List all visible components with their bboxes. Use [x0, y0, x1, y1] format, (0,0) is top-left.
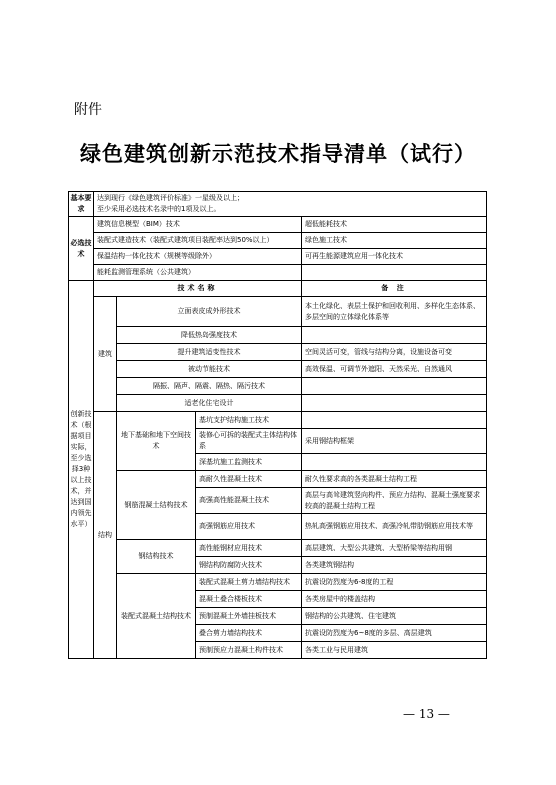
- building-row: [69, 297, 487, 327]
- tech-name-cell: 钢结构防腐防火技术: [196, 557, 302, 574]
- attachment-label: 附件: [74, 102, 102, 118]
- required-tech-cell: 建筑信息模型（BIM）技术: [94, 217, 302, 233]
- required-tech-cell: 保温结构一体化技术（规模等级除外）: [94, 249, 302, 265]
- building-label: 建筑: [94, 297, 117, 412]
- building-row: [69, 395, 487, 412]
- tech-name-cell: 装修心可拆的装配式主体结构体系: [196, 429, 302, 454]
- page-title: 绿色建筑创新示范技术指导清单（试行）: [80, 142, 476, 166]
- structure-group-label: 钢筋混凝土结构技术: [117, 471, 196, 540]
- tech-name-cell: 降低热岛强度技术: [117, 327, 302, 344]
- remark-cell: 热轧高强钢筋应用技术、高强冷轧带肋钢筋应用技术等: [302, 514, 487, 540]
- remark-cell: [302, 395, 487, 412]
- required-tech-row: [69, 233, 487, 249]
- remark-cell: 高层建筑、大型公共建筑、大型桥梁等结构用钢: [302, 540, 487, 557]
- remark-cell: 空间灵活可变，管线与结构分离，设施设备可变: [302, 344, 487, 361]
- tech-name-cell: 深基坑施工监测技术: [196, 454, 302, 471]
- innovation-label: 创新技术（根据项目实际，至少选择3种以上技术，并达到国内领先水平）: [69, 281, 94, 659]
- basic-requirements-row: [69, 192, 487, 217]
- tech-name-cell: 隔振、隔声、隔震、隔热、隔污技术: [117, 378, 302, 395]
- required-tech-cell: 可再生能源建筑应用一体化技术: [302, 249, 487, 265]
- required-tech-row: [69, 217, 487, 233]
- required-tech-cell: 绿色施工技术: [302, 233, 487, 249]
- tech-name-cell: 预制预应力混凝土构件技术: [196, 642, 302, 659]
- tech-name-cell: 被动节能技术: [117, 361, 302, 378]
- building-row: [69, 361, 487, 378]
- innovation-header-row: [69, 281, 487, 297]
- required-tech-cell: 超低能耗技术: [302, 217, 487, 233]
- required-tech-cell: [302, 265, 487, 281]
- required-tech-label: 必选技术: [69, 217, 94, 281]
- basic-requirements-content: [94, 192, 487, 217]
- tech-name-header: 技术名称: [94, 281, 302, 297]
- building-row: [69, 378, 487, 395]
- guidance-table: [68, 191, 487, 659]
- remark-cell: 各类房屋中的楼盖结构: [302, 591, 487, 608]
- remark-cell: [302, 412, 487, 429]
- remark-cell: [302, 378, 487, 395]
- page-number: — 13 —: [403, 707, 450, 721]
- tech-name-cell: 立面表皮成外形技术: [117, 297, 302, 327]
- basic-requirement-line: 达到现行《绿色建筑评价标准》一星级及以上；: [97, 194, 244, 202]
- structure-group-label: 钢结构技术: [117, 540, 196, 574]
- building-row: [69, 344, 487, 361]
- tech-name-cell: 高耐久性混凝土技术: [196, 471, 302, 488]
- remark-cell: 抗震设防烈度为6~8度的多层、高层建筑: [302, 625, 487, 642]
- structure-group-label: 地下基础和地下空间技术: [117, 412, 196, 471]
- remark-cell: 本土化绿化、表层土保护和回收利用、多样化生态体系、多层空间的立体绿化体系等: [302, 297, 487, 327]
- remark-cell: 耐久性要求高的各类混凝土结构工程: [302, 471, 487, 488]
- structure-group-label: 装配式混凝土结构技术: [117, 574, 196, 659]
- tech-name-cell: 适老化住宅设计: [117, 395, 302, 412]
- structure-label: 结构: [94, 412, 117, 659]
- remark-cell: 高层与高耸建筑竖向构件、预应力结构、混凝土强度要求较高的混凝土结构工程: [302, 488, 487, 514]
- remark-cell: 各类建筑钢结构: [302, 557, 487, 574]
- tech-name-cell: 高性能钢材应用技术: [196, 540, 302, 557]
- tech-name-cell: 叠合剪力墙结构技术: [196, 625, 302, 642]
- tech-name-cell: 预制混凝土外墙挂板技术: [196, 608, 302, 625]
- remark-cell: 采用钢结构框架: [302, 429, 487, 454]
- structure-row: [69, 574, 487, 591]
- tech-name-cell: 基坑支护结构施工技术: [196, 412, 302, 429]
- remark-cell: 高效保温、可调节外遮阳、天然采光、自然通风: [302, 361, 487, 378]
- required-tech-cell: 装配式建造技术（装配式建筑项目装配率达到50%以上）: [94, 233, 302, 249]
- tech-name-cell: 高强高性能混凝土技术: [196, 488, 302, 514]
- basic-requirement-line: 至少采用必选技术名录中的1项及以上。: [97, 205, 221, 213]
- tech-name-cell: 装配式混凝土剪力墙结构技术: [196, 574, 302, 591]
- remark-cell: 各类工业与民用建筑: [302, 642, 487, 659]
- required-tech-cell: 能耗监测管理系统（公共建筑）: [94, 265, 302, 281]
- building-row: [69, 327, 487, 344]
- remark-cell: 钢结构的公共建筑、住宅建筑: [302, 608, 487, 625]
- structure-row: [69, 412, 487, 429]
- structure-row: [69, 471, 487, 488]
- tech-name-cell: 混凝土叠合楼板技术: [196, 591, 302, 608]
- basic-requirements-label: 基本要求: [69, 192, 94, 217]
- remark-header: 备 注: [302, 281, 487, 297]
- structure-row: [69, 540, 487, 557]
- remark-cell: 抗震设防烈度为6-8度的工程: [302, 574, 487, 591]
- remark-cell: [302, 327, 487, 344]
- remark-cell: [302, 454, 487, 471]
- required-tech-row: [69, 265, 487, 281]
- tech-name-cell: 提升建筑适变性技术: [117, 344, 302, 361]
- required-tech-row: [69, 249, 487, 265]
- tech-name-cell: 高强钢筋应用技术: [196, 514, 302, 540]
